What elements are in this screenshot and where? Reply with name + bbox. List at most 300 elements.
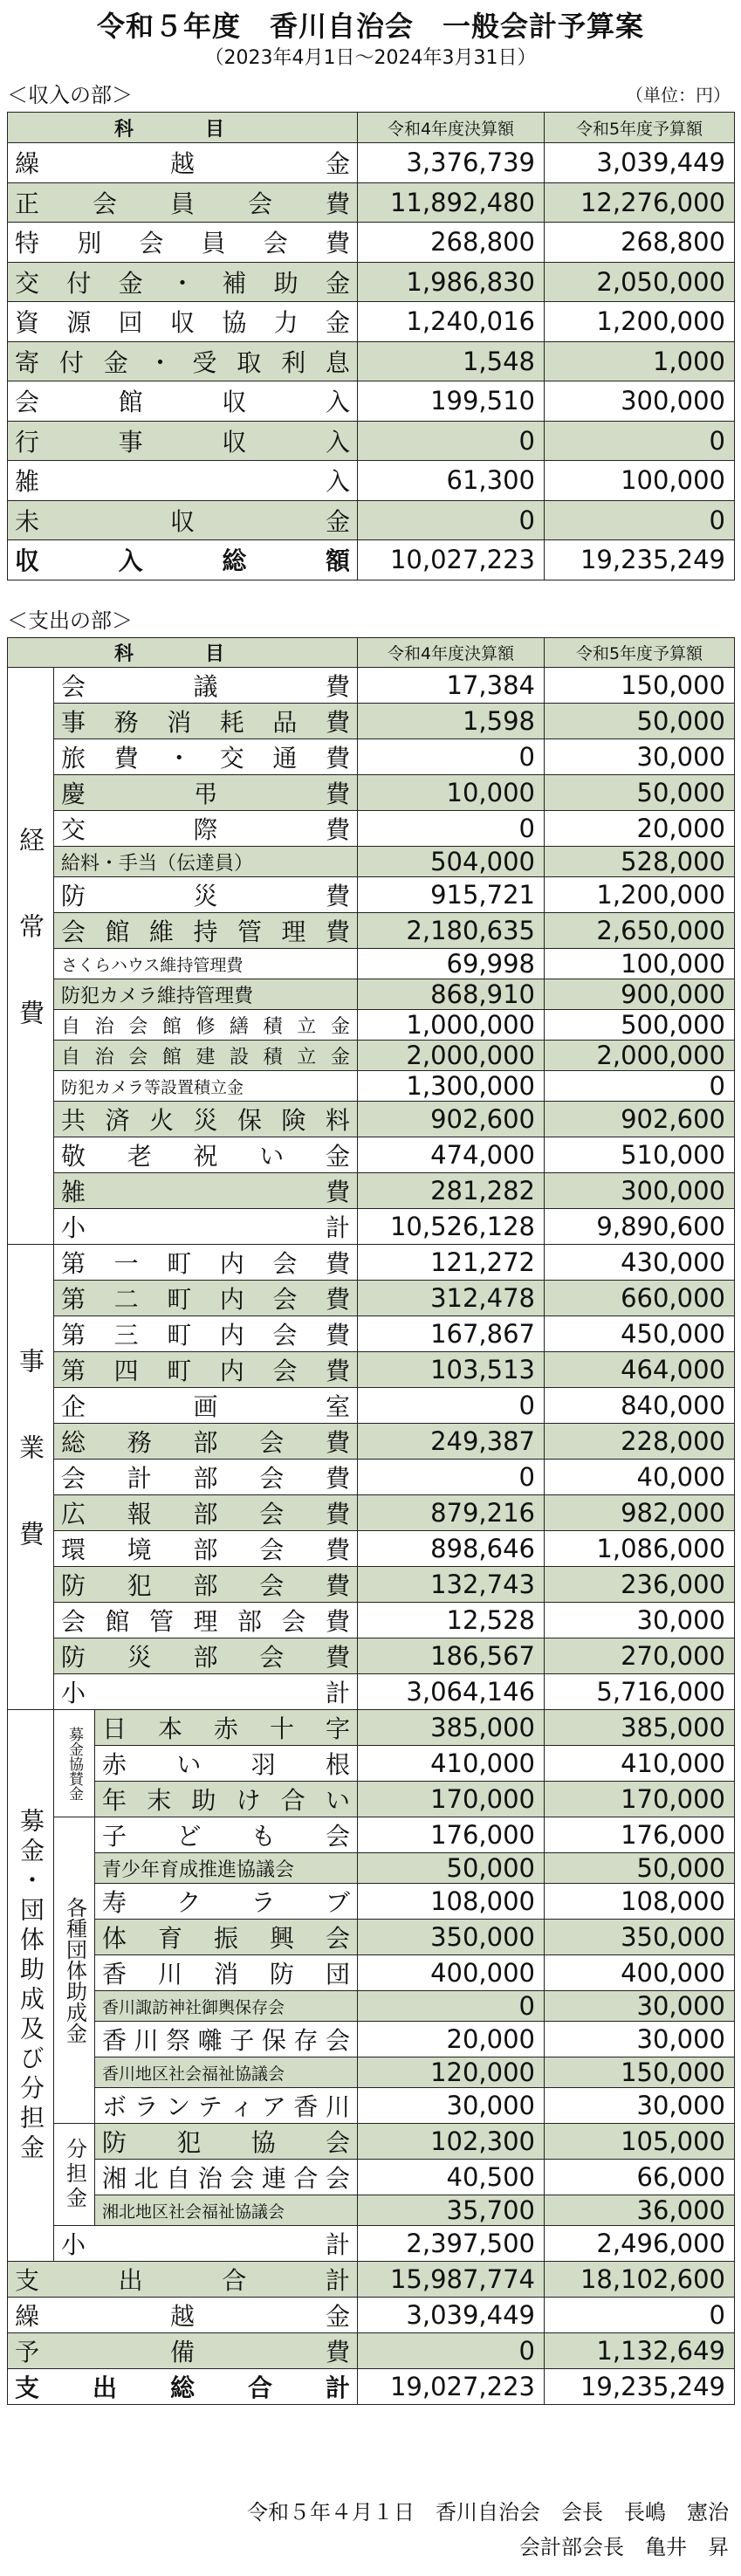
- row-label: [95, 1884, 358, 1920]
- budget-value: 2,050,000: [545, 262, 735, 302]
- actual-value: 898,646: [358, 1531, 545, 1567]
- row-label-text: 第 一 町 内 会 費: [61, 1249, 350, 1278]
- budget-value: 1,000: [545, 341, 735, 381]
- actual-value: 902,600: [358, 1102, 545, 1137]
- actual-value: 0: [358, 1991, 545, 2022]
- income-row: [8, 421, 735, 461]
- actual-value: 0: [358, 1388, 545, 1424]
- expense-row: [8, 2195, 735, 2226]
- actual-value: 868,910: [358, 979, 545, 1010]
- expense-row: [8, 1316, 735, 1352]
- expense-row: [8, 668, 735, 704]
- row-label-text: 小 計: [61, 1213, 350, 1242]
- row-label: [8, 2369, 358, 2405]
- expense-row: [8, 1920, 735, 1955]
- row-label-text: 会 議 費: [61, 672, 350, 701]
- row-label: 給料・手当（伝達員）: [54, 847, 358, 877]
- row-label-text: 寄 付 金 ・ 受 取 利 息: [15, 347, 350, 377]
- budget-value: 900,000: [545, 979, 735, 1010]
- expense-table: [7, 637, 735, 2405]
- expense-subtotal-row: [8, 2226, 735, 2262]
- actual-value: 350,000: [358, 1920, 545, 1955]
- actual-value: 35,700: [358, 2195, 545, 2226]
- actual-value: 199,510: [358, 381, 545, 422]
- actual-value: 3,039,449: [358, 2298, 545, 2333]
- expense-row: [8, 1460, 735, 1495]
- budget-value: 0: [545, 1071, 735, 1102]
- budget-value: 385,000: [545, 1710, 735, 1746]
- budget-value: 1,200,000: [545, 877, 735, 913]
- actual-value: 410,000: [358, 1746, 545, 1782]
- actual-value: 915,721: [358, 877, 545, 913]
- actual-value: 400,000: [358, 1955, 545, 1991]
- actual-value: 121,272: [358, 1245, 545, 1281]
- row-label: [95, 2124, 358, 2160]
- row-label-text: 繰 越 金: [15, 2302, 350, 2331]
- budget-value: 30,000: [545, 739, 735, 775]
- row-label: [95, 1710, 358, 1746]
- actual-value: 249,387: [358, 1424, 545, 1460]
- category-keijo: 経常費: [8, 668, 54, 1245]
- expense-row: [8, 1531, 735, 1567]
- expense-row: [8, 1102, 735, 1137]
- row-label-text: 年 末 助 け 合 い: [102, 1786, 350, 1815]
- expense-row: [8, 1173, 735, 1209]
- row-label: [54, 668, 358, 704]
- budget-value: 100,000: [545, 949, 735, 979]
- row-label: [8, 461, 358, 501]
- row-label-text: 旅 費 ・ 交 通 費: [61, 744, 350, 773]
- row-label-text: 防 犯 協 会: [102, 2128, 350, 2157]
- row-label-text: 予 備 費: [15, 2338, 350, 2366]
- row-label: [54, 1352, 358, 1388]
- row-label: [54, 1388, 358, 1424]
- actual-value: 69,998: [358, 949, 545, 979]
- budget-value: 840,000: [545, 1388, 735, 1424]
- expense-row: [8, 1388, 735, 1424]
- budget-value: 464,000: [545, 1352, 735, 1388]
- budget-value: 500,000: [545, 1010, 735, 1041]
- row-label: [54, 1460, 358, 1495]
- row-label-text: 第 二 町 内 会 費: [61, 1285, 350, 1314]
- actual-value: 1,000,000: [358, 1010, 545, 1041]
- row-label: [54, 877, 358, 913]
- budget-value: 30,000: [545, 2088, 735, 2124]
- row-label: 湘北地区社会福祉協議会: [95, 2195, 358, 2226]
- actual-value: 102,300: [358, 2124, 545, 2160]
- budget-value: 268,800: [545, 223, 735, 263]
- budget-value: 3,039,449: [545, 143, 735, 183]
- row-label: [54, 1137, 358, 1173]
- grand-total-row: [8, 2369, 735, 2405]
- expense-row: [8, 1071, 735, 1102]
- row-label-text: 収 入 総 額: [15, 546, 350, 576]
- row-label-text: 共 済 火 災 保 険 料: [61, 1106, 350, 1135]
- item-header: 科 目: [8, 113, 358, 143]
- actual-value: 1,548: [358, 341, 545, 381]
- budget-value: 236,000: [545, 1567, 735, 1603]
- income-row: [8, 143, 735, 183]
- budget-value: 50,000: [545, 1853, 735, 1884]
- expense-row: [8, 1710, 735, 1746]
- row-label-text: ボ ラ ン テ ィ ア 香 川: [102, 2092, 350, 2121]
- income-section-label: ＜収入の部＞: [7, 83, 133, 107]
- expense-row: [8, 1352, 735, 1388]
- row-label: [54, 1102, 358, 1137]
- budget-value: 0: [545, 500, 735, 540]
- expense-row: [8, 2057, 735, 2088]
- expense-row: [8, 1209, 735, 1245]
- row-label: 香川諏訪神社御輿保存会: [95, 1991, 358, 2022]
- budget-value: 12,276,000: [545, 182, 735, 223]
- expense-row: [8, 811, 735, 847]
- budget-value: 176,000: [545, 1817, 735, 1853]
- row-label-text: 雑 費: [61, 1178, 350, 1206]
- row-label-text: 小 計: [61, 1679, 350, 1707]
- row-label-text: 広 報 部 会 費: [61, 1500, 350, 1528]
- row-label: [8, 540, 358, 580]
- budget-value: 430,000: [545, 1245, 735, 1281]
- expense-row: [8, 1746, 735, 1782]
- budget-value: 660,000: [545, 1281, 735, 1316]
- category-bokin: 募金・団体助成及び分担金: [8, 1710, 54, 2262]
- budget-value: 1,132,649: [545, 2333, 735, 2369]
- actual-value: 3,376,739: [358, 143, 545, 183]
- expense-row: [8, 2088, 735, 2124]
- row-label: 防犯カメラ維持管理費: [54, 979, 358, 1010]
- row-label: 防犯カメラ等設置積立金: [54, 1071, 358, 1102]
- row-label: [8, 302, 358, 342]
- row-label-text: 雑 入: [15, 467, 350, 497]
- income-table: [7, 112, 735, 580]
- row-label-text: 会 館 維 持 管 理 費: [61, 917, 350, 946]
- actual-value: 1,598: [358, 704, 545, 739]
- budget-value: 170,000: [545, 1782, 735, 1817]
- actual-value: 20,000: [358, 2022, 545, 2057]
- actual-value: 0: [358, 1460, 545, 1495]
- row-label: [8, 500, 358, 540]
- row-label: [54, 1281, 358, 1316]
- budget-value: 50,000: [545, 704, 735, 739]
- page-title: 令和５年度 香川自治会 一般会計予算案: [96, 10, 644, 43]
- row-label: [54, 1638, 358, 1674]
- row-label: [54, 913, 358, 949]
- row-label: 香川地区社会福祉協議会: [95, 2057, 358, 2088]
- footer-date-president: 令和５年４月１日 香川自治会 会長 長嶋 憲治: [247, 2500, 729, 2524]
- actual-value: 120,000: [358, 2057, 545, 2088]
- row-label: [8, 421, 358, 461]
- budget-value: 228,000: [545, 1424, 735, 1460]
- row-label: [54, 1173, 358, 1209]
- actual-value: 312,478: [358, 1281, 545, 1316]
- row-label: [54, 704, 358, 739]
- row-label-text: 防 災 費: [61, 882, 350, 910]
- row-label-text: 会 計 部 会 費: [61, 1464, 350, 1493]
- expense-row: [8, 1638, 735, 1674]
- row-label-text: 正 会 員 会 費: [15, 189, 350, 218]
- actual-value: 10,000: [358, 775, 545, 811]
- row-label: [54, 739, 358, 775]
- budget-value: 50,000: [545, 775, 735, 811]
- row-label-text: 行 事 収 入: [15, 427, 350, 457]
- actual-value: 0: [358, 811, 545, 847]
- budget-value: 300,000: [545, 381, 735, 422]
- budget-value: 0: [545, 421, 735, 461]
- budget-value: 2,496,000: [545, 2226, 735, 2262]
- actual-value: 12,528: [358, 1603, 545, 1638]
- expense-row: [8, 2160, 735, 2195]
- actual-value: 167,867: [358, 1316, 545, 1352]
- row-label: [54, 1674, 358, 1710]
- actual-value: 11,892,480: [358, 182, 545, 223]
- row-label-text: 香 川 消 防 団: [102, 1960, 350, 1989]
- actual-value: 1,240,016: [358, 302, 545, 342]
- actual-value: 15,987,774: [358, 2262, 545, 2298]
- actual-value: 1,986,830: [358, 262, 545, 302]
- row-label-text: 赤 い 羽 根: [102, 1750, 350, 1779]
- row-label-text: 交 付 金 ・ 補 助 金: [15, 268, 350, 298]
- expense-row: [8, 1603, 735, 1638]
- budget-value: 30,000: [545, 2022, 735, 2057]
- actual-value: 176,000: [358, 1817, 545, 1853]
- row-label: [8, 223, 358, 263]
- row-label: [95, 2160, 358, 2195]
- actual-value: 0: [358, 739, 545, 775]
- row-label-text: 環 境 部 会 費: [61, 1535, 350, 1564]
- row-label: [54, 1424, 358, 1460]
- actual-value: 61,300: [358, 461, 545, 501]
- row-label: [95, 1817, 358, 1853]
- expense-section-label: ＜支出の部＞: [7, 608, 133, 633]
- expense-row: [8, 847, 735, 877]
- expense-row: [8, 1495, 735, 1531]
- actual-header: 令和4年度決算額: [358, 638, 545, 668]
- row-label: [95, 1782, 358, 1817]
- budget-value: 1,086,000: [545, 1531, 735, 1567]
- item-header: 科 目: [8, 638, 358, 668]
- row-label-text: 防 犯 部 会 費: [61, 1571, 350, 1600]
- row-label: [54, 1531, 358, 1567]
- row-label: [95, 1955, 358, 1991]
- budget-value: 410,000: [545, 1746, 735, 1782]
- actual-value: 40,500: [358, 2160, 545, 2195]
- income-row: [8, 262, 735, 302]
- expense-header-row: [8, 638, 735, 668]
- row-label: [54, 1010, 358, 1041]
- actual-value: 186,567: [358, 1638, 545, 1674]
- income-row: [8, 500, 735, 540]
- footer-treasurer: 会計部会長 亀井 昇: [519, 2535, 729, 2559]
- budget-value: 5,716,000: [545, 1674, 735, 1710]
- budget-value: 902,600: [545, 1102, 735, 1137]
- budget-value: 100,000: [545, 461, 735, 501]
- budget-value: 150,000: [545, 668, 735, 704]
- budget-value: 105,000: [545, 2124, 735, 2160]
- row-label: さくらハウス維持管理費: [54, 949, 358, 979]
- actual-value: 1,300,000: [358, 1071, 545, 1102]
- row-label-text: 慶 弔 費: [61, 780, 350, 808]
- row-label: [54, 1209, 358, 1245]
- row-label-text: 自 治 会 館 修 繕 積 立 金: [61, 1015, 350, 1038]
- budget-value: 1,200,000: [545, 302, 735, 342]
- row-label: [54, 811, 358, 847]
- row-label-text: 湘 北 自 治 会 連 合 会: [102, 2164, 350, 2193]
- expense-row: [8, 2022, 735, 2057]
- actual-value: 268,800: [358, 223, 545, 263]
- budget-value: 66,000: [545, 2160, 735, 2195]
- row-label: [8, 262, 358, 302]
- actual-value: 0: [358, 500, 545, 540]
- actual-value: 879,216: [358, 1495, 545, 1531]
- row-label-text: 繰 越 金: [15, 149, 350, 179]
- budget-value: 2,650,000: [545, 913, 735, 949]
- expense-row: [8, 1817, 735, 1853]
- fiscal-period: （2023年4月1日～2024年3月31日）: [204, 47, 537, 69]
- row-label: [95, 2022, 358, 2057]
- subcategory-bokin: 募金協賛金: [54, 1710, 95, 1817]
- expense-row: [8, 1245, 735, 1281]
- expense-row: [8, 1041, 735, 1071]
- budget-value: 528,000: [545, 847, 735, 877]
- budget-value: 36,000: [545, 2195, 735, 2226]
- row-label: [8, 2333, 358, 2369]
- reserve-row: [8, 2333, 735, 2369]
- income-row: [8, 341, 735, 381]
- actual-value: 170,000: [358, 1782, 545, 1817]
- actual-value: 0: [358, 421, 545, 461]
- income-total-row: [8, 540, 735, 580]
- row-label: [8, 341, 358, 381]
- row-label-text: 支 出 総 合 計: [15, 2373, 350, 2402]
- row-label-text: 防 災 部 会 費: [61, 1643, 350, 1672]
- row-label-text: 日 本 赤 十 字: [102, 1714, 350, 1743]
- row-label-text: 小 計: [61, 2230, 350, 2259]
- budget-value: 350,000: [545, 1920, 735, 1955]
- expense-row: [8, 2124, 735, 2160]
- category-jigyo: 事業費: [8, 1245, 54, 1710]
- budget-value: 18,102,600: [545, 2262, 735, 2298]
- budget-value: 150,000: [545, 2057, 735, 2088]
- expense-row: [8, 913, 735, 949]
- row-label: [54, 1495, 358, 1531]
- row-label-text: 自 治 会 館 建 設 積 立 金: [61, 1046, 350, 1068]
- income-row: [8, 302, 735, 342]
- row-label-text: 敬 老 祝 い 金: [61, 1142, 350, 1171]
- expense-total-row: [8, 2262, 735, 2298]
- actual-value: 281,282: [358, 1173, 545, 1209]
- income-row: [8, 381, 735, 422]
- income-header-row: [8, 113, 735, 143]
- row-label: [54, 1567, 358, 1603]
- actual-value: 2,397,500: [358, 2226, 545, 2262]
- row-label-text: 会 館 収 入: [15, 388, 350, 417]
- row-label: [8, 143, 358, 183]
- row-label: [8, 381, 358, 422]
- row-label-text: 特 別 会 員 会 費: [15, 229, 350, 258]
- subcategory-buntan: 分担金: [54, 2124, 95, 2226]
- row-label-text: 子 ど も 会: [102, 1822, 350, 1851]
- expense-row: [8, 1991, 735, 2022]
- income-row: [8, 223, 735, 263]
- expense-row: [8, 949, 735, 979]
- row-label-text: 交 際 費: [61, 815, 350, 844]
- subcategory-kakushu: 各種団体助成金: [54, 1817, 95, 2124]
- actual-value: 50,000: [358, 1853, 545, 1884]
- actual-value: 385,000: [358, 1710, 545, 1746]
- budget-value: 108,000: [545, 1884, 735, 1920]
- expense-row: [8, 775, 735, 811]
- budget-value: 300,000: [545, 1173, 735, 1209]
- budget-value: 9,890,600: [545, 1209, 735, 1245]
- actual-value: 19,027,223: [358, 2369, 545, 2405]
- row-label: [54, 1316, 358, 1352]
- unit-label: （単位：円）: [626, 85, 731, 106]
- budget-header: 令和5年度予算額: [545, 113, 735, 143]
- row-label-text: 会 館 管 理 部 会 費: [61, 1607, 350, 1636]
- row-label-text: 総 務 部 会 費: [61, 1428, 350, 1457]
- budget-value: 20,000: [545, 811, 735, 847]
- row-label-text: 支 出 合 計: [15, 2266, 350, 2295]
- actual-value: 103,513: [358, 1352, 545, 1388]
- row-label: [8, 2298, 358, 2333]
- row-label-text: 寿 ク ラ ブ: [102, 1888, 350, 1917]
- row-label-text: 第 四 町 内 会 費: [61, 1357, 350, 1385]
- actual-value: 108,000: [358, 1884, 545, 1920]
- actual-value: 10,027,223: [358, 540, 545, 580]
- row-label-text: 資 源 回 収 協 力 金: [15, 308, 350, 338]
- expense-row: [8, 877, 735, 913]
- actual-value: 132,743: [358, 1567, 545, 1603]
- expense-row: [8, 1424, 735, 1460]
- budget-value: 982,000: [545, 1495, 735, 1531]
- actual-header: 令和4年度決算額: [358, 113, 545, 143]
- budget-value: 30,000: [545, 1991, 735, 2022]
- row-label-text: 第 三 町 内 会 費: [61, 1321, 350, 1350]
- actual-value: 474,000: [358, 1137, 545, 1173]
- budget-value: 19,235,249: [545, 2369, 735, 2405]
- expense-row: [8, 979, 735, 1010]
- budget-value: 270,000: [545, 1638, 735, 1674]
- actual-value: 504,000: [358, 847, 545, 877]
- row-label: [54, 2226, 358, 2262]
- expense-row: [8, 1010, 735, 1041]
- income-row: [8, 461, 735, 501]
- carryover-row: [8, 2298, 735, 2333]
- actual-value: 3,064,146: [358, 1674, 545, 1710]
- budget-value: 510,000: [545, 1137, 735, 1173]
- budget-value: 19,235,249: [545, 540, 735, 580]
- row-label: [54, 1041, 358, 1071]
- actual-value: 30,000: [358, 2088, 545, 2124]
- expense-row: [8, 1782, 735, 1817]
- row-label: [95, 1920, 358, 1955]
- actual-value: 10,526,128: [358, 1209, 545, 1245]
- row-label: 青少年育成推進協議会: [95, 1853, 358, 1884]
- budget-value: 30,000: [545, 1603, 735, 1638]
- expense-row: [8, 1853, 735, 1884]
- actual-value: 0: [358, 2333, 545, 2369]
- income-row: [8, 182, 735, 223]
- actual-value: 17,384: [358, 668, 545, 704]
- row-label: [95, 2088, 358, 2124]
- row-label-text: 未 収 金: [15, 506, 350, 536]
- expense-row: [8, 704, 735, 739]
- expense-row: [8, 1281, 735, 1316]
- row-label: [8, 182, 358, 223]
- actual-value: 2,000,000: [358, 1041, 545, 1071]
- budget-value: 450,000: [545, 1316, 735, 1352]
- row-label: [54, 1245, 358, 1281]
